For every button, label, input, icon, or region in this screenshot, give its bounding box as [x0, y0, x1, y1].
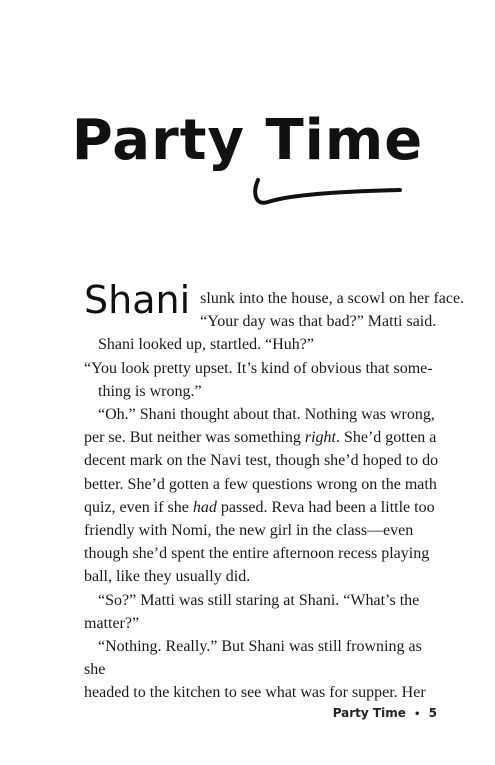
paragraph: [84, 357, 439, 403]
page-number: 5: [428, 706, 437, 720]
body-line: headed to the kitchen to see what was for supper. Her: [84, 684, 426, 702]
body-line: thing is wrong.”: [98, 382, 202, 400]
paragraph: [84, 635, 439, 705]
emphasis-word: right: [304, 429, 336, 447]
body-line: per se. But neither was something: [84, 429, 305, 447]
body-line: “Oh.” Shani thought about that. Nothing was wrong,: [98, 406, 435, 424]
paragraph: [84, 403, 439, 589]
running-head: Party Time: [332, 706, 406, 720]
body-line: decent mark on the Navi test, though she’d hoped to do: [84, 452, 439, 470]
body-line: “Your day was that bad?” Matti said.: [200, 313, 437, 331]
emphasis-word: had: [192, 498, 217, 516]
bullet-separator: •: [414, 709, 421, 720]
chapter-body: [84, 278, 465, 705]
title-swash-decoration: [250, 176, 410, 212]
body-line: ball, like they usually did.: [84, 568, 251, 586]
body-line: matter?”: [84, 614, 140, 632]
paragraph: [84, 589, 439, 635]
drop-word: Shani: [84, 278, 191, 322]
chapter-title: Party Time: [71, 108, 424, 173]
body-line: “So?” Matti was still staring at Shani. “What’s the: [98, 591, 420, 609]
body-line: better. She’d gotten a few questions wrong on the math: [84, 475, 437, 493]
body-line: friendly with Nomi, the new girl in the class—even: [84, 522, 414, 540]
body-line: quiz, even if she: [84, 498, 193, 516]
page-footer: [333, 706, 437, 720]
body-line: . She’d gotten a: [335, 429, 437, 447]
body-line: slunk into the house, a scowl on her face.: [200, 290, 465, 307]
body-line: passed. Reva had been a little too: [216, 498, 435, 516]
body-line: though she’d spent the entire afternoon recess playing: [84, 545, 430, 563]
body-line: Shani looked up, startled. “Huh?”: [98, 336, 314, 354]
body-line: “You look pretty upset. It’s kind of obvious that some-: [84, 359, 433, 377]
paragraph: [84, 333, 439, 356]
body-line: “Nothing. Really.” But Shani was still frowning as she: [84, 638, 422, 679]
